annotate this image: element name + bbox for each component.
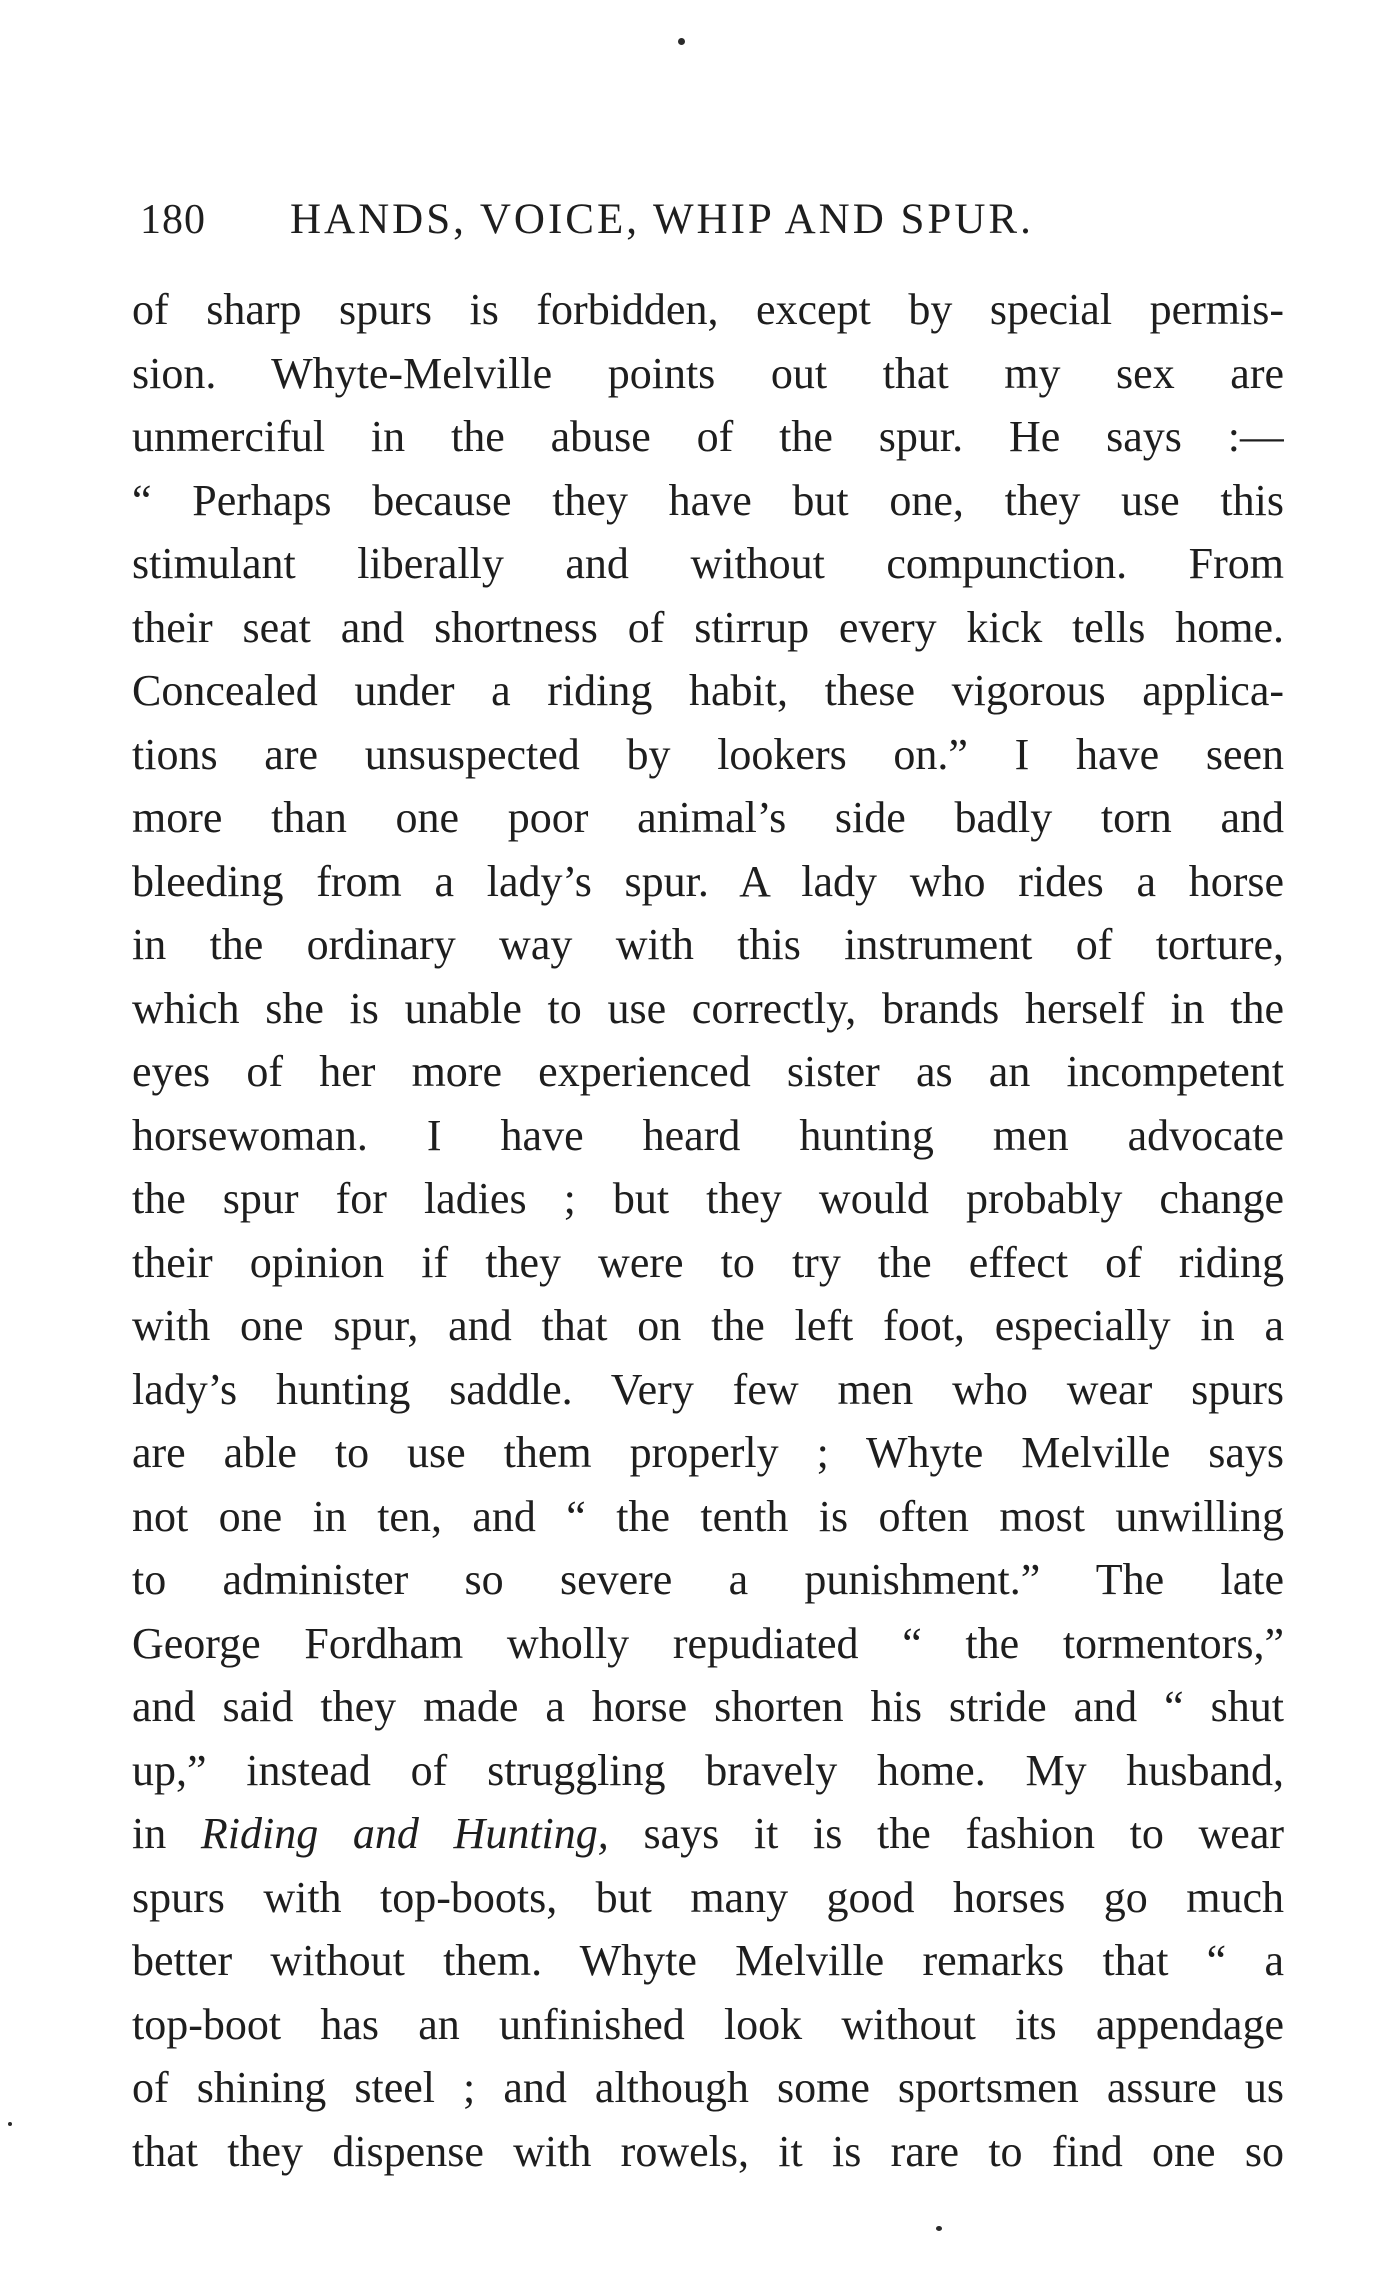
text-line-with-italic-title [132, 1802, 1284, 1866]
text-line: spurs with top-boots, but many good horses go much [132, 1872, 1284, 1922]
text-line: bleeding from a lady’s spur. A lady who rides a horse [132, 856, 1284, 906]
text-line: with one spur, and that on the left foot, especially in a [132, 1301, 1284, 1350]
line-prefix: in [132, 1809, 167, 1858]
book-title-italic: Riding and Hunting, [200, 1809, 609, 1858]
text-line: more than one poor animal’s side badly torn and [132, 793, 1284, 842]
text-line: of sharp spurs is forbidden, except by special permis- [132, 285, 1284, 334]
ink-speck [936, 2226, 942, 2231]
text-line: their seat and shortness of stirrup every kick tells home. [132, 602, 1284, 652]
text-line: in the ordinary way with this instrument of torture, [132, 920, 1284, 969]
running-head [140, 190, 1140, 250]
text-line: to administer so severe a punishment.” The late [132, 1555, 1284, 1604]
text-line: and said they made a horse shorten his stride and “ shut [132, 1682, 1284, 1731]
ink-speck [8, 2122, 12, 2126]
line-remainder: says it is the fashion to wear [643, 1809, 1284, 1858]
text-line: the spur for ladies ; but they would probably change [132, 1174, 1284, 1223]
text-line: unmerciful in the abuse of the spur. He says :— [132, 412, 1284, 461]
text-line: lady’s hunting saddle. Very few men who wear spurs [132, 1364, 1284, 1414]
page-number: 180 [140, 197, 206, 243]
text-line: stimulant liberally and without compunction. From [132, 539, 1284, 588]
text-line: that they dispense with rowels, it is rare to find one so [132, 2126, 1284, 2176]
text-line: are able to use them properly ; Whyte Melville says [132, 1428, 1284, 1477]
text-line: top-boot has an unfinished look without its appendage [132, 1999, 1284, 2049]
text-line: Concealed under a riding habit, these vigorous applica- [132, 666, 1284, 715]
text-line: George Fordham wholly repudiated “ the tormentors,” [132, 1618, 1284, 1668]
body-text [132, 278, 1284, 2183]
text-line: better without them. Whyte Melville remarks that “ a [132, 1936, 1284, 1985]
text-line: tions are unsuspected by lookers on.” I have seen [132, 729, 1284, 779]
text-line: “ Perhaps because they have but one, they use this [132, 475, 1284, 525]
text-line: eyes of her more experienced sister as an incompetent [132, 1047, 1284, 1096]
text-line: of shining steel ; and although some sportsmen assure us [132, 2063, 1284, 2112]
ink-speck [678, 38, 685, 45]
running-title: HANDS, VOICE, WHIP AND SPUR. [290, 196, 1034, 243]
text-line: not one in ten, and “ the tenth is often most unwilling [132, 1491, 1284, 1541]
text-line: their opinion if they were to try the effect of riding [132, 1237, 1284, 1287]
text-line: which she is unable to use correctly, brands herself in the [132, 983, 1284, 1033]
text-line: horsewoman. I have heard hunting men advocate [132, 1110, 1284, 1160]
text-line: up,” instead of struggling bravely home. My husband, [132, 1745, 1284, 1795]
text-line: sion. Whyte-Melville points out that my sex are [132, 348, 1284, 398]
